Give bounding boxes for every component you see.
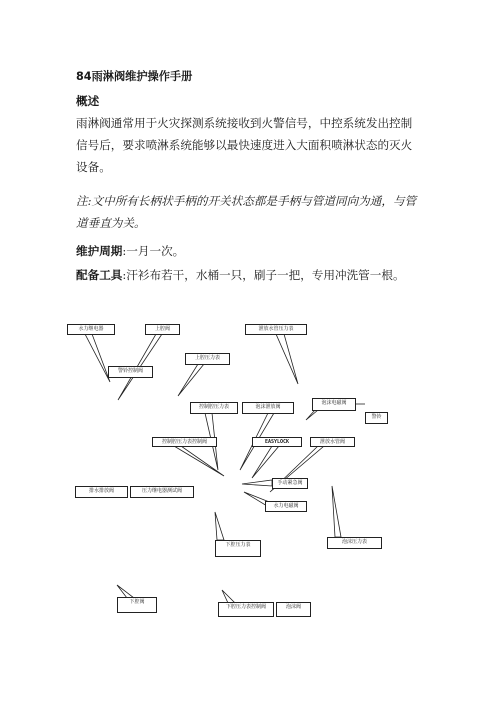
callout-lower-chamber-gauge: 下腔压力表 (215, 540, 261, 557)
pointer-c17 (332, 486, 341, 537)
tools-label: 配备工具 (76, 268, 123, 282)
callout-upper-chamber-gauge: 上腔压力表 (185, 353, 230, 365)
callout-lower-chamber-valve: 下腔阀 (117, 597, 157, 613)
callout-drain-pipe-pressure-gauge: 泄放水管压力表 (245, 324, 307, 335)
callout-easylock: EASYLOCK (252, 437, 302, 447)
callout-foam-valve: 泡沫阀 (276, 602, 311, 617)
callout-alarm-bell: 警铃 (365, 412, 388, 424)
pointer-c18 (215, 512, 224, 540)
callout-alarm-bell-control-valve: 警铃控制阀 (108, 366, 153, 378)
callout-foam-pressure-gauge: 泡沫压力表 (327, 537, 382, 549)
callout-pressure-relay-test-valve: 压力继电器测试阀 (130, 486, 194, 498)
callout-manual-emergency-valve: 手动紧急阀 (272, 478, 308, 489)
note-paragraph: 注:文中所有长柄状手柄的开关状态都是手柄与管道同向为通，与管道垂直为关。 (76, 194, 417, 230)
callout-upper-chamber-valve: 上腔阀 (145, 324, 180, 335)
callout-hydraulic-relay: 水力继电器 (67, 324, 115, 335)
document-title: 84雨淋阀维护操作手册 (76, 70, 193, 83)
callout-drain-pipe-valve: 泄放水管阀 (310, 437, 355, 447)
cycle-value: :一月一次。 (122, 244, 185, 258)
callout-hydraulic-solenoid-valve: 水力电磁阀 (265, 501, 307, 512)
overview-paragraph: 雨淋阀通常用于火灾探测系统接收到火警信号，中控系统发出控制信号后，要求喷淋系统能够以最快速度进入大面积喷淋状态的灭火设备。 (76, 116, 413, 174)
callout-foam-solenoid-valve: 泡沫电磁阀 (312, 398, 356, 411)
callout-control-gauge-control-valve: 控制腔压力表控制阀 (152, 437, 217, 447)
callout-foam-drain-valve: 泡沫泄放阀 (242, 402, 294, 414)
pointer-c4 (178, 364, 204, 396)
pointer-c11 (252, 446, 279, 478)
callout-drain-discharge-valve: 排水排放阀 (75, 486, 128, 498)
overview-heading: 概述 (76, 94, 100, 108)
pointer-c13 (242, 480, 272, 486)
callout-control-chamber-gauge: 控制腔压力表 (190, 402, 238, 414)
cycle-label: 维护周期 (76, 244, 123, 258)
callout-lower-gauge-control-valve: 下腔压力表控制阀 (218, 602, 274, 617)
pointer-c3 (276, 334, 298, 384)
tools-value: :汗衫布若干，水桶一只，刷子一把，专用冲洗管一根。 (122, 268, 405, 282)
pointer-c1 (85, 334, 110, 382)
